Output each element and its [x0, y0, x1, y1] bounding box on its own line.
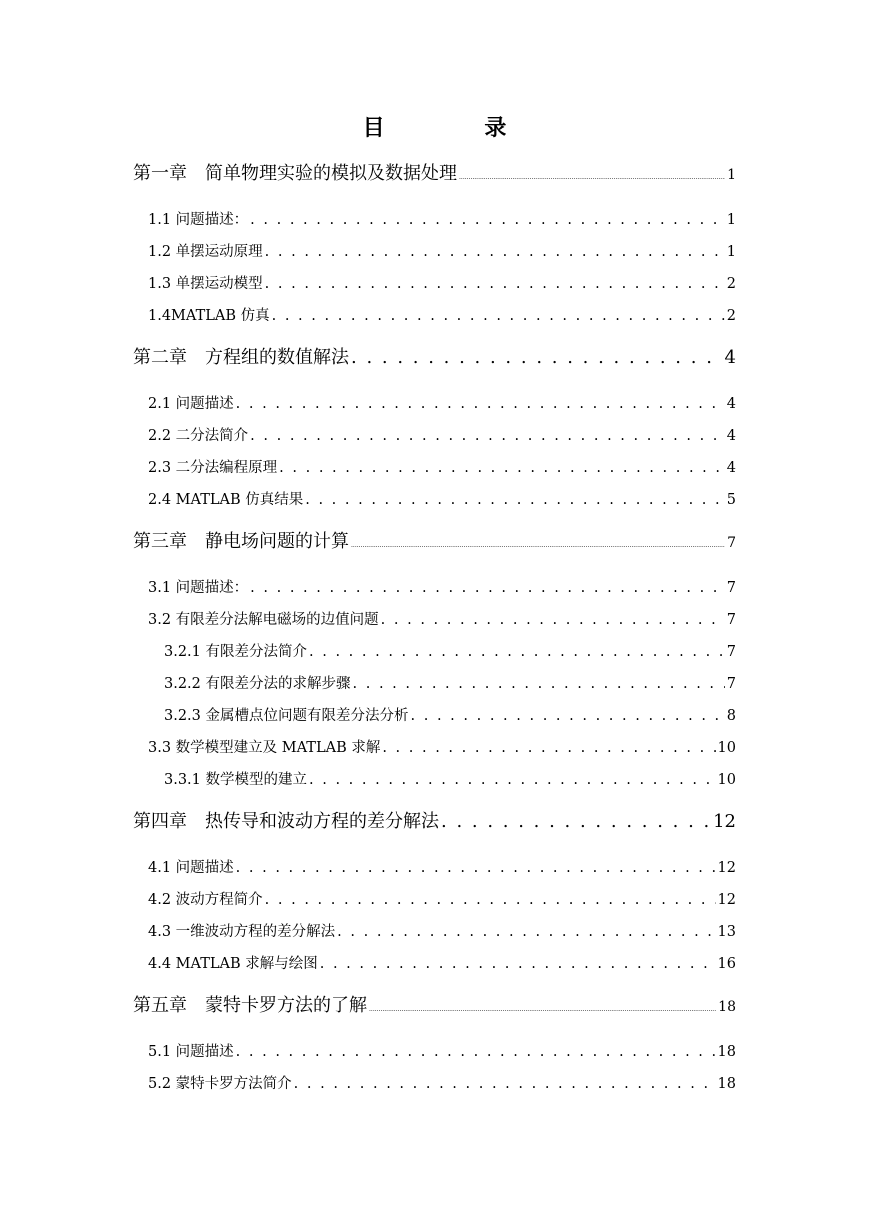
toc-page-number: 8 — [726, 708, 736, 724]
toc-entry-label: 2.1 问题描述 — [148, 396, 234, 412]
toc-entry-label: 5.2 蒙特卡罗方法简介 — [148, 1076, 292, 1092]
toc-title: 目 录 — [362, 115, 553, 141]
toc-entry-label: 2.4 MATLAB 仿真结果 — [148, 492, 304, 508]
toc-page-number: 13 — [717, 924, 736, 940]
toc-section-4-3[interactable] — [133, 916, 736, 948]
toc-dot-leader — [265, 268, 725, 300]
toc-page-number: 18 — [717, 1044, 736, 1060]
toc-dot-leader — [309, 764, 716, 796]
toc-section-3-2[interactable] — [133, 604, 736, 636]
toc-page-number: 2 — [726, 308, 736, 324]
toc-dot-leader — [337, 916, 715, 948]
toc-page-number: 7 — [727, 535, 736, 551]
toc-dot-leader — [236, 852, 716, 884]
toc-section-3-1[interactable] — [133, 572, 736, 604]
toc-entry-label: 1.3 单摆运动模型 — [148, 276, 263, 292]
toc-page-number: 18 — [717, 1076, 736, 1092]
toc-entry-label: 4.4 MATLAB 求解与绘图 — [148, 956, 318, 972]
toc-dot-leader — [353, 668, 725, 700]
toc-entry-label: 第一章 简单物理实验的模拟及数据处理 — [133, 163, 457, 184]
toc-page-number: 12 — [713, 811, 736, 832]
toc-dot-leader — [272, 300, 725, 332]
toc-chapter-5[interactable] — [133, 988, 736, 1024]
toc-section-1-3[interactable] — [133, 268, 736, 300]
toc-dot-leader — [351, 340, 723, 376]
toc-subsection-3-2-2[interactable] — [133, 668, 736, 700]
table-of-contents — [133, 156, 736, 1100]
toc-entry-label: 第四章 热传导和波动方程的差分解法 — [133, 811, 439, 832]
toc-entry-label: 2.3 二分法编程原理 — [148, 460, 278, 476]
toc-section-4-1[interactable] — [133, 852, 736, 884]
toc-dot-leader — [294, 1068, 716, 1100]
toc-chapter-3[interactable] — [133, 524, 736, 560]
toc-entry-label: 4.1 问题描述 — [148, 860, 234, 876]
toc-entry-label: 3.3 数学模型建立及 MATLAB 求解 — [148, 740, 381, 756]
toc-entry-label: 5.1 问题描述 — [148, 1044, 234, 1060]
toc-page-number: 12 — [717, 892, 736, 908]
toc-section-4-4[interactable] — [133, 948, 736, 980]
toc-subsection-3-2-1[interactable] — [133, 636, 736, 668]
toc-entry-label: 3.2.3 金属槽点位问题有限差分法分析 — [164, 708, 409, 724]
toc-dot-leader — [320, 948, 716, 980]
toc-section-1-1[interactable] — [133, 204, 736, 236]
toc-section-1-2[interactable] — [133, 236, 736, 268]
toc-entry-label: 3.3.1 数学模型的建立 — [164, 772, 308, 788]
toc-dot-leader — [236, 1036, 716, 1068]
toc-entry-label: 3.2 有限差分法解电磁场的边值问题 — [148, 612, 379, 628]
toc-page-number: 2 — [726, 276, 736, 292]
toc-entry-label: 1.2 单摆运动原理 — [148, 244, 263, 260]
toc-page-number: 12 — [717, 860, 736, 876]
toc-chapter-2[interactable] — [133, 340, 736, 376]
toc-dot-leader — [236, 388, 725, 420]
toc-page-number: 16 — [717, 956, 736, 972]
toc-entry-label: 4.3 一维波动方程的差分解法 — [148, 924, 336, 940]
toc-dot-leader — [250, 572, 725, 604]
toc-subsection-3-3-1[interactable] — [133, 764, 736, 796]
toc-dot-leader — [250, 204, 725, 236]
toc-section-5-2[interactable] — [133, 1068, 736, 1100]
toc-page-number: 4 — [724, 347, 736, 368]
toc-page-number: 7 — [726, 676, 736, 692]
toc-entry-label: 1.4MATLAB 仿真 — [148, 308, 270, 324]
toc-chapter-4[interactable] — [133, 804, 736, 840]
toc-dot-leader — [369, 992, 716, 1028]
toc-page-number: 1 — [726, 244, 736, 260]
toc-page-number: 4 — [726, 428, 736, 444]
toc-entry-label: 第二章 方程组的数值解法 — [133, 347, 349, 368]
toc-page-number: 1 — [726, 212, 736, 228]
toc-page-number: 10 — [717, 772, 736, 788]
toc-subsection-3-2-3[interactable] — [133, 700, 736, 732]
toc-page-number: 5 — [726, 492, 736, 508]
toc-dot-leader — [381, 604, 725, 636]
toc-entry-label: 3.2.2 有限差分法的求解步骤 — [164, 676, 351, 692]
toc-entry-label: 1.1 问题描述： — [148, 212, 249, 228]
toc-dot-leader — [459, 160, 725, 196]
toc-dot-leader — [351, 528, 725, 564]
toc-section-2-2[interactable] — [133, 420, 736, 452]
toc-page-number: 1 — [727, 167, 736, 183]
toc-dot-leader — [382, 732, 715, 764]
toc-dot-leader — [441, 804, 711, 840]
toc-entry-label: 3.1 问题描述： — [148, 580, 249, 596]
toc-page-number: 7 — [726, 612, 736, 628]
toc-entry-label: 3.2.1 有限差分法简介 — [164, 644, 308, 660]
toc-section-1-4[interactable] — [133, 300, 736, 332]
toc-entry-label: 第三章 静电场问题的计算 — [133, 531, 349, 552]
toc-section-3-3[interactable] — [133, 732, 736, 764]
toc-page-number: 4 — [726, 460, 736, 476]
toc-section-2-1[interactable] — [133, 388, 736, 420]
toc-page-number: 4 — [726, 396, 736, 412]
toc-dot-leader — [279, 452, 725, 484]
toc-dot-leader — [305, 484, 725, 516]
toc-section-2-4[interactable] — [133, 484, 736, 516]
toc-section-2-3[interactable] — [133, 452, 736, 484]
toc-entry-label: 第五章 蒙特卡罗方法的了解 — [133, 995, 367, 1016]
toc-dot-leader — [265, 236, 725, 268]
toc-chapter-1[interactable] — [133, 156, 736, 192]
toc-page-number: 7 — [726, 580, 736, 596]
toc-entry-label: 2.2 二分法简介 — [148, 428, 249, 444]
toc-page-number: 10 — [717, 740, 736, 756]
toc-entry-label: 4.2 波动方程简介 — [148, 892, 263, 908]
toc-section-4-2[interactable] — [133, 884, 736, 916]
toc-dot-leader — [309, 636, 725, 668]
toc-page-number: 18 — [718, 999, 736, 1015]
toc-dot-leader — [265, 884, 716, 916]
toc-page-number: 7 — [726, 644, 736, 660]
toc-dot-leader — [250, 420, 725, 452]
toc-section-5-1[interactable] — [133, 1036, 736, 1068]
toc-dot-leader — [411, 700, 725, 732]
